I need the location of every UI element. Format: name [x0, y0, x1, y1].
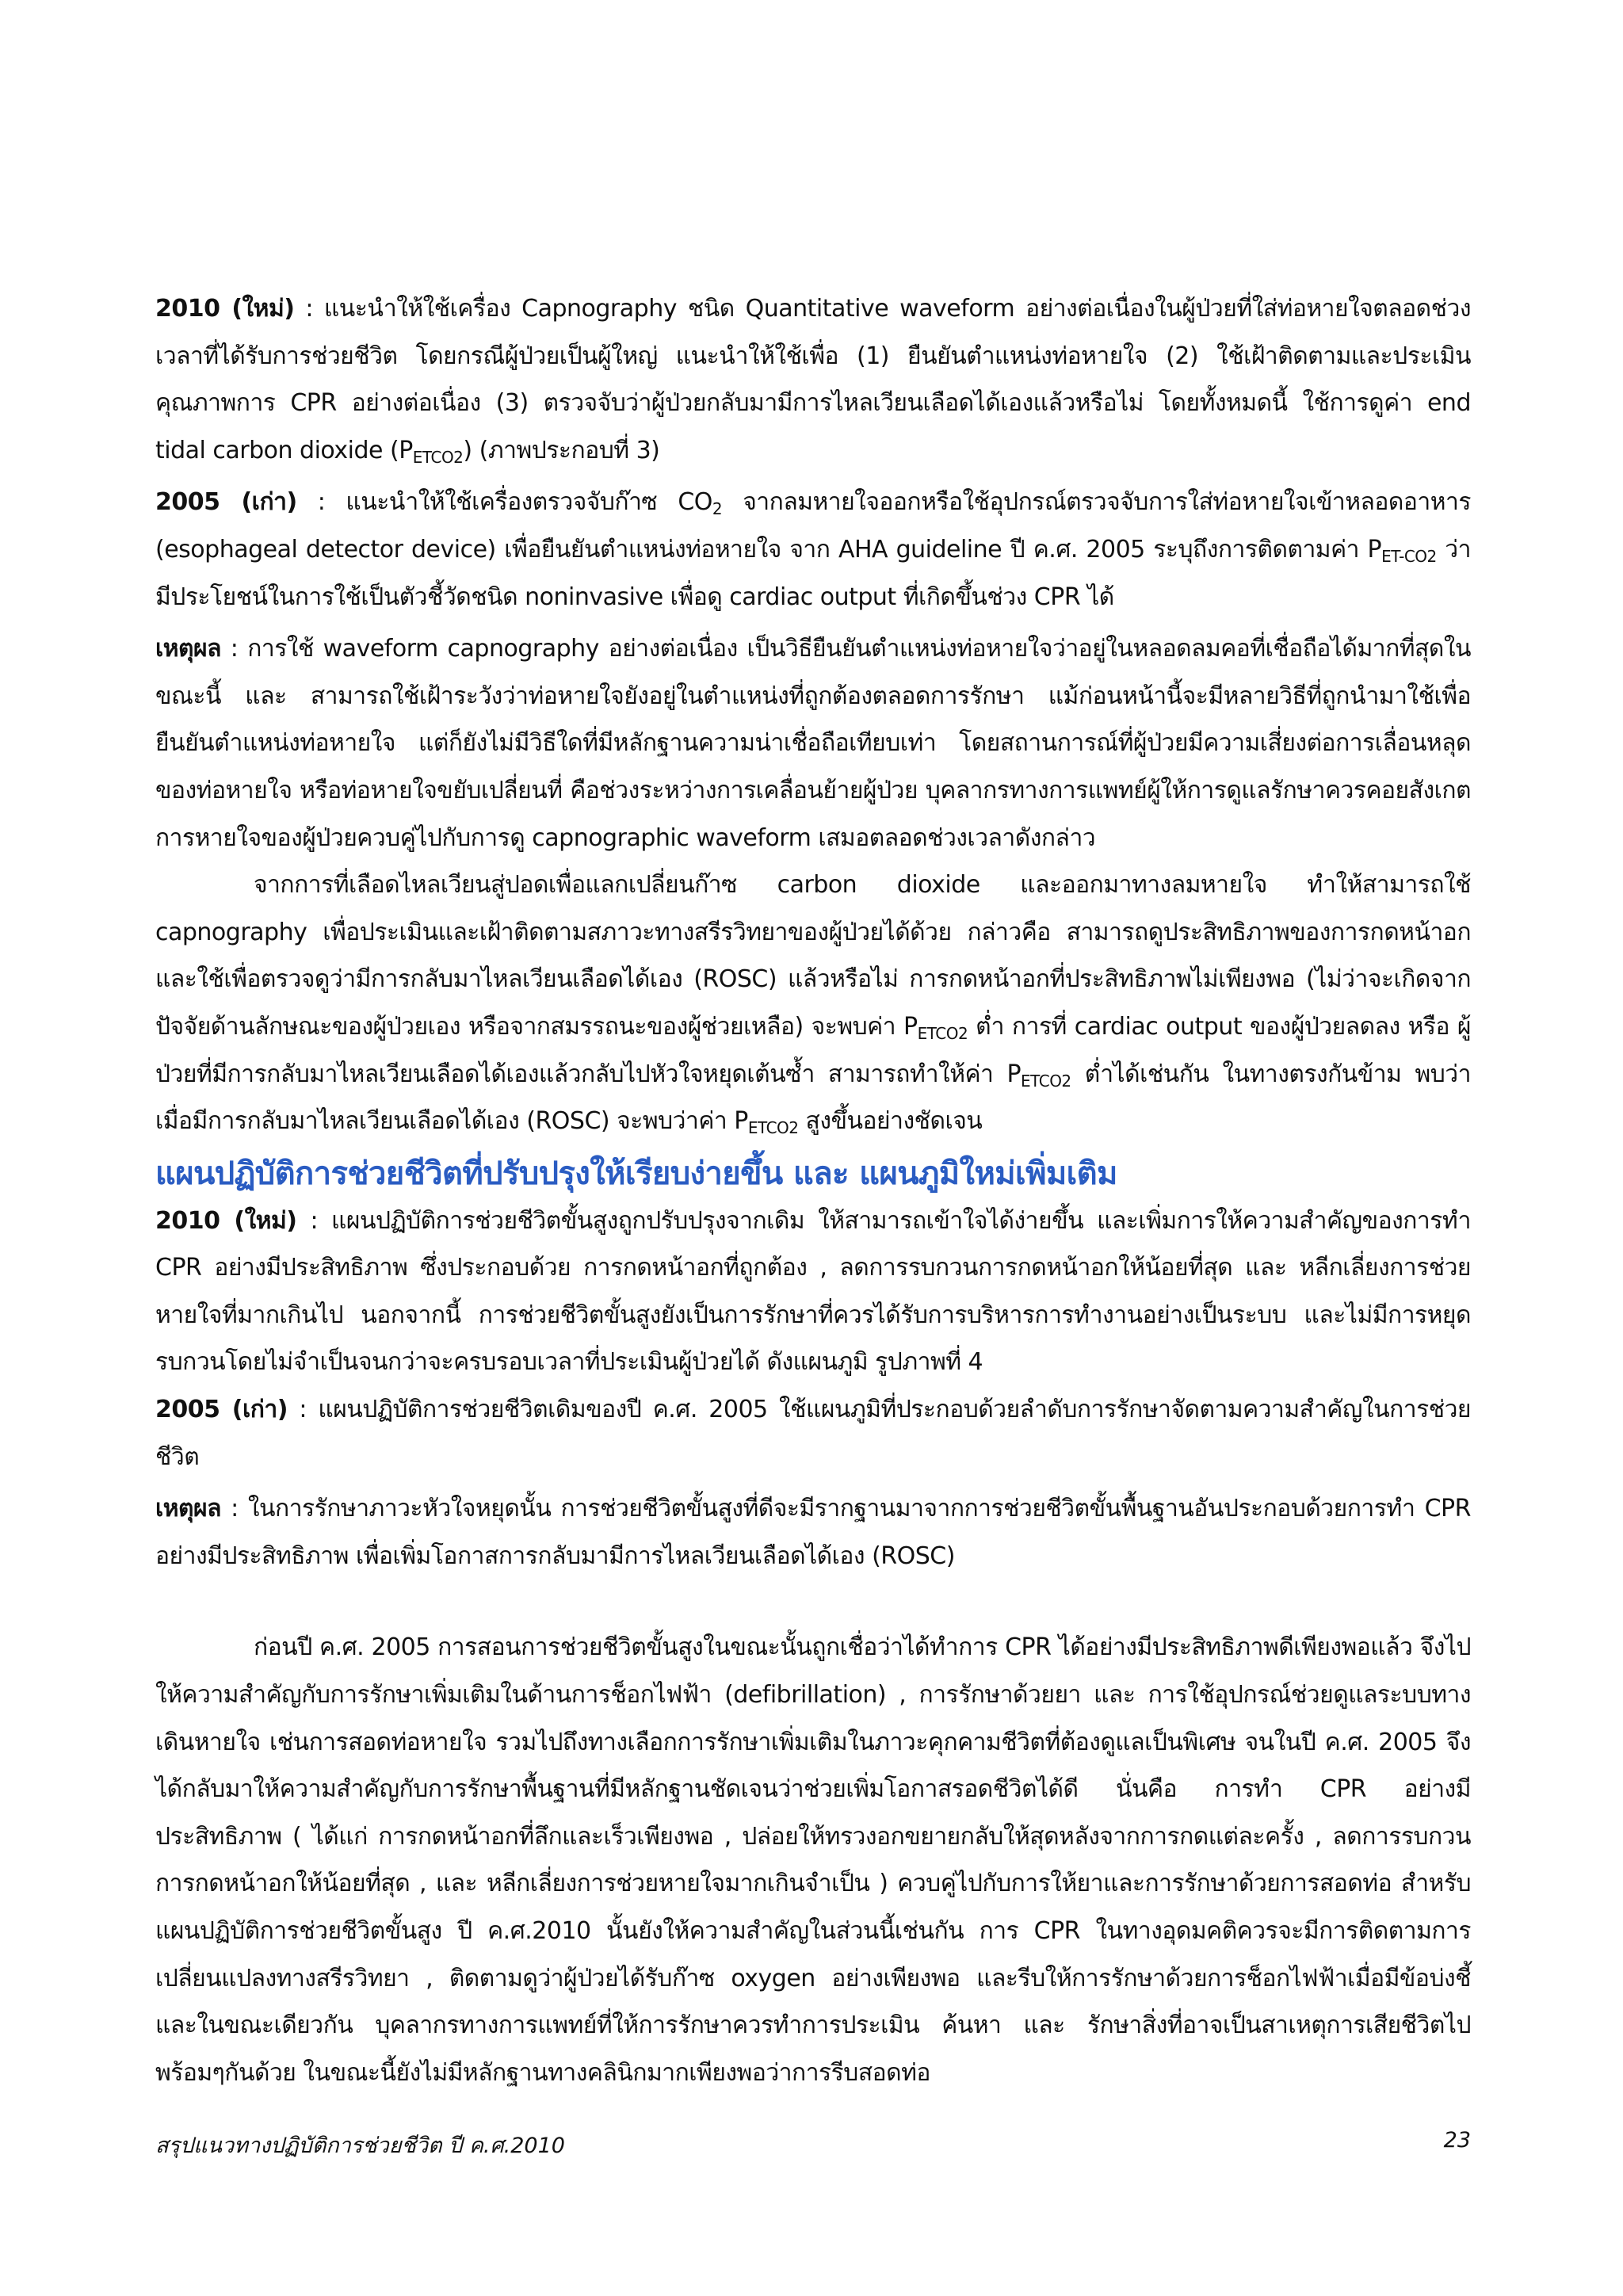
- capnography-rationale-paragraph: [155, 625, 1471, 861]
- paragraph-text: : แนะนำให้ใช้เครื่อง Capnography ชนิด Quantitative waveform อย่างต่อเนื่องในผู้ป่วยที่ใส่ท่อหายใจตลอดช่วงเวลาที่ได้รับการช่วยชีวิต โดยกรณีผู้ป่วยเป็นผู้ใหญ่ แนะนำให้ใช้เพื่อ (1) ยืนยันตำแหน่งท่อหายใจ (2) ใช้เฝ้าติดตามและประเมินคุณภาพการ CPR อย่างต่อเนื่อง (3) ตรวจจับว่าผู้ป่วยกลับมามีการไหลเวียนเลือดได้เองแล้วหรือไม่ โดยทั้งหมดนี้ ใช้การดูค่า end tidal carbon dioxide (P: [155, 295, 1472, 464]
- label-2005-old: 2005 (เก่า): [155, 1396, 288, 1424]
- spacer: [155, 1580, 1471, 1624]
- paragraph-text: : แผนปฏิบัติการช่วยชีวิตเดิมของปี ค.ศ. 2005 ใช้แผนภูมิที่ประกอบด้วยลำดับการรักษาจัดตามความสำคัญในการช่วยชีวิต: [155, 1396, 1471, 1471]
- section-heading: แผนปฏิบัติการช่วยชีวิตที่ปรับปรุงให้เรียบง่ายขึ้น และ แผนภูมิใหม่เพิ่มเติม: [155, 1155, 1117, 1192]
- subscript: ETCO2: [412, 447, 464, 467]
- subscript: ETCO2: [747, 1118, 799, 1138]
- page-content: [155, 285, 1471, 2096]
- capnography-physiology-paragraph: [155, 861, 1471, 1145]
- algorithm-2005-paragraph: [155, 1386, 1471, 1480]
- algorithm-rationale-paragraph: [155, 1485, 1471, 1580]
- label-2010-new: 2010 (ใหม่): [155, 1206, 297, 1235]
- paragraph-text: จากการที่เลือดไหลเวียนสู่ปอดเพื่อแลกเปลี่ยนก๊าซ carbon dioxide และออกมาทางลมหายใจ ทำให้สามารถใช้ capnography เพื่อประเมินและเฝ้าติดตามสภาวะทางสรีรวิทยาของผู้ป่วยได้ด้วย กล่าวคือ สามารถดูประสิทธิภาพของการกดหน้าอก และใช้เพื่อตรวจดูว่ามีการกลับมาไหลเวียนเลือดได้เอง (ROSC) แล้วหรือไม่ การกดหน้าอกที่ประสิทธิภาพไม่เพียงพอ (ไม่ว่าจะเกิดจากปัจจัยด้านลักษณะของผู้ป่วยเอง หรือจากสมรรถนะของผู้ช่วยเหลือ) จะพบค่า P: [155, 871, 1471, 1041]
- page-footer: [155, 2128, 1471, 2162]
- paragraph-text: : แผนปฏิบัติการช่วยชีวิตขั้นสูงถูกปรับปรุงจากเดิม ให้สามารถเข้าใจได้ง่ายขึ้น และเพิ่มการให้ความสำคัญของการทำ CPR อย่างมีประสิทธิภาพ ซึ่งประกอบด้วย การกดหน้าอกที่ถูกต้อง , ลดการรบกวนการกดหน้าอกให้น้อยที่สุด และ หลีกเลี่ยงการช่วยหายใจที่มากเกินไป นอกจากนี้ การช่วยชีวิตขั้นสูงยังเป็นการรักษาที่ควรได้รับการบริหารการทำงานอย่างเป็นระบบ และไม่มีการหยุดรบกวนโดยไม่จำเป็นจนกว่าจะครบรอบเวลาที่ประเมินผู้ป่วยได้ ดังแผนภูมิ รูปภาพที่ 4: [155, 1206, 1471, 1377]
- capnography-2010-paragraph: [155, 285, 1471, 474]
- paragraph-text: ) (ภาพประกอบที่ 3): [463, 436, 660, 464]
- paragraph-text: ต่ำ การที่ cardiac output ของผู้ป่วยลดลง หรือ ผู้ป่วยที่มีการกลับมาไหลเวียนเลือดได้เองแล้วกลับไปหัวใจหยุดเต้นซ้ำ สามารถทำให้ค่า P: [155, 1012, 1471, 1088]
- algorithm-2010-paragraph: [155, 1198, 1471, 1386]
- paragraph-text: สูงขึ้นอย่างชัดเจน: [798, 1107, 983, 1136]
- paragraph-text: : การใช้ waveform capnography อย่างต่อเนื่อง เป็นวิธียืนยันตำแหน่งท่อหายใจว่าอยู่ในหลอดลมคอที่เชื่อถือได้มากที่สุดในขณะนี้ และ สามารถใช้เฝ้าระวังว่าท่อหายใจยังอยู่ในตำแหน่งที่ถูกต้องตลอดการรักษา แม้ก่อนหน้านี้จะมีหลายวิธีที่ถูกนำมาใช้เพื่อยืนยันตำแหน่งท่อหายใจ แต่ก็ยังไม่มีวิธีใดที่มีหลักฐานความน่าเชื่อถือเทียบเท่า โดยสถานการณ์ที่ผู้ป่วยมีความเสี่ยงต่อการเลื่อนหลุดของท่อหายใจ หรือท่อหายใจขยับเปลี่ยนที่ คือช่วงระหว่างการเคลื่อนย้ายผู้ป่วย บุคลากรทางการแพทย์ผู้ให้การดูแลรักษาควรคอยสังเกตการหายใจของผู้ป่วยควบคู่ไปกับการดู capnographic waveform เสมอตลอดช่วงเวลาดังกล่าว: [155, 635, 1471, 852]
- capnography-2005-paragraph: [155, 479, 1471, 621]
- paragraph-text: ต่ำได้เช่นกัน ในทางตรงกันข้าม พบว่าเมื่อมีการกลับมาไหลเวียนเลือดได้เอง (ROSC) จะพบว่าค่า P: [155, 1060, 1471, 1136]
- label-2010-new: 2010 (ใหม่): [155, 295, 295, 323]
- page-number: 23: [1443, 2128, 1471, 2153]
- paragraph-text: : แนะนำให้ใช้เครื่องตรวจจับก๊าซ CO: [296, 488, 712, 517]
- footer-title: สรุปแนวทางปฏิบัติการช่วยชีวิต ปี ค.ศ.2010: [155, 2134, 565, 2158]
- label-rationale: เหตุผล: [155, 1495, 221, 1523]
- paragraph-text: ว่ามีประโยชน์ในการใช้เป็นตัวชี้วัดชนิด noninvasive เพื่อดู cardiac output ที่เกิดขึ้นช่วง CPR ได้: [155, 535, 1471, 611]
- paragraph-text: จากลมหายใจออกหรือใช้อุปกรณ์ตรวจจับการใส่ท่อหายใจเข้าหลอดอาหาร (esophageal detector device) เพื่อยืนยันตำแหน่งท่อหายใจ จาก AHA guideline ปี ค.ศ. 2005 ระบุถึงการติดตามค่า P: [155, 488, 1471, 563]
- history-paragraph: ก่อนปี ค.ศ. 2005 การสอนการช่วยชีวิตขั้นสูงในขณะนั้นถูกเชื่อว่าได้ทำการ CPR ได้อย่างมีประสิทธิภาพดีเพียงพอแล้ว จึงไปให้ความสำคัญกับการรักษาเพิ่มเติมในด้านการช็อกไฟฟ้า (defibrillation) , การรักษาด้วยยา และ การใช้อุปกรณ์ช่วยดูแลระบบทางเดินหายใจ เช่นการสอดท่อหายใจ รวมไปถึงทางเลือกการรักษาเพิ่มเติมในภาวะคุกคามชีวิตที่ต้องดูแลเป็นพิเศษ จนในปี ค.ศ. 2005 จึงได้กลับมาให้ความสำคัญกับการรักษาพื้นฐานที่มีหลักฐานชัดเจนว่าช่วยเพิ่มโอกาสรอดชีวิตได้ดี นั่นคือ การทำ CPR อย่างมีประสิทธิภาพ ( ได้แก่ การกดหน้าอกที่ลึกและเร็วเพียงพอ , ปล่อยให้ทรวงอกขยายกลับให้สุดหลังจากการกดแต่ละครั้ง , ลดการรบกวนการกดหน้าอกให้น้อยที่สุด , และ หลีกเลี่ยงการช่วยหายใจมากเกินจำเป็น ) ควบคู่ไปกับการให้ยาและการรักษาด้วยการสอดท่อ สำหรับแผนปฏิบัติการช่วยชีวิตขั้นสูง ปี ค.ศ.2010 นั้นยังให้ความสำคัญในส่วนนี้เช่นกัน การ CPR ในทางอุดมคติควรจะมีการติดตามการเปลี่ยนแปลงทางสรีรวิทยา , ติดตามดูว่าผู้ป่วยได้รับก๊าซ oxygen อย่างเพียงพอ และรีบให้การรักษาด้วยการช็อกไฟฟ้าเมื่อมีข้อบ่งชี้ และในขณะเดียวกัน บุคลากรทางการแพทย์ที่ให้การรักษาควรทำการประเมิน ค้นหา และ รักษาสิ่งที่อาจเป็นสาเหตุการเสียชีวิตไปพร้อมๆกันด้วย ในขณะนี้ยังไม่มีหลักฐานทางคลินิกมากเพียงพอว่าการรีบสอดท่อ: [155, 1633, 1471, 2087]
- subscript: 2: [712, 499, 723, 519]
- label-2005-old: 2005 (เก่า): [155, 488, 297, 517]
- label-rationale: เหตุผล: [155, 635, 221, 663]
- subscript: ETCO2: [1021, 1071, 1071, 1091]
- subscript: ETCO2: [917, 1023, 968, 1043]
- paragraph-text: : ในการรักษาภาวะหัวใจหยุดนั้น การช่วยชีวิตขั้นสูงที่ดีจะมีรากฐานมาจากการช่วยชีวิตขั้นพื้นฐานอันประกอบด้วยการทำ CPR อย่างมีประสิทธิภาพ เพื่อเพิ่มโอกาสการกลับมามีการไหลเวียนเลือดได้เอง (ROSC): [155, 1495, 1471, 1570]
- subscript: ET-CO2: [1381, 546, 1437, 566]
